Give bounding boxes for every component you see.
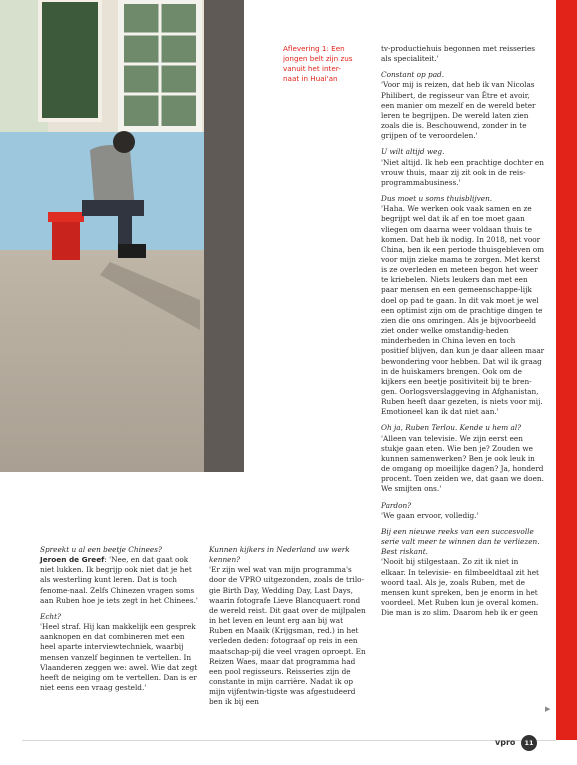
- footer-rule: [22, 740, 556, 741]
- answer: 'We gaan ervoor, volledig.': [381, 510, 479, 520]
- answer: 'Voor mij is reizen, dat heb ik van Nicolas Philibert, de regisseur van Être et avoir, een manier om mezelf en de wereld beter leren te begrijpen. De wereld laten zien zoals die is. Beschouwend, zonder in te grijpen of te veroordelen.': [381, 80, 536, 141]
- question: Spreekt u al een beetje Chinees?: [40, 545, 162, 554]
- answer: 'Haha. We werken ook vaak samen en ze begrijpt wel dat ik af en toe moet gaan vliegen om daarna weer voldaan thuis te komen. Dat heb ik nodig. In 2018, net voor China, ben ik een periode thuisgebleven om voor mijn zieke mama te zorgen. Met kerst is ze overleden en meteen begon het weer te kriebelen. Niets leukers dan met een paar mensen en een gemeenschappe-lijk doel op pad te gaan. In dit vak moet je wel een optimist zijn om de prachtige dingen te zien die ons omringen. Als je bijvoorbeeld ziet onder welke omstandig-heden minderheden in China leven en toch positief blijven, dan kun je daar alleen maar bewondering voor hebben. Dat wil ik graag in de huiskamers brengen. Ook om de kijkers een beetje positiviteit bij te bren-gen. Oorlogsverslaggeving in Afghanistan, Ruben heeft daar gezeten, is niets voor mij. Emotioneel kan ik dat niet aan.': [381, 204, 545, 417]
- question: Pardon?: [381, 500, 412, 510]
- photo-boy-on-phone: [0, 0, 244, 472]
- answer: 'Heel straf. Hij kan makkelijk een gesprek aanknopen en dat combineren met een heel aparte interviewtechniek, waarbij mensen vanzelf beginnen te vertellen. In Vlaanderen zeggen we: awel. Wie dat zegt heeft de neiging om te vertellen. Dan is er niet eens een vraag gesteld.': [40, 622, 198, 693]
- brand-logo: vpro: [495, 738, 516, 747]
- photo-illustration: [0, 0, 244, 472]
- photo-caption: Aflevering 1: Een jongen belt zijn zus vanuit het inter-naat in Huai'an: [283, 44, 353, 83]
- speaker-name: Jeroen de Greef: [40, 555, 105, 565]
- question: Dus moet u soms thuisblijven.: [381, 194, 493, 204]
- answer: tv-productiehuis begonnen met reisseries als specialiteit.': [381, 44, 536, 64]
- question: U wilt altijd weg.: [381, 147, 445, 157]
- answer: 'Alleen van televisie. We zijn eerst een stukje gaan eten. Wie ben je? Zouden we kunnen samenwerken? Ben je ook leuk in de omgang op moeilijke dagen? Ja, honderd procent. Toen zeiden we, dat gaan we doen. We smijten ons.': [381, 433, 544, 494]
- continue-arrow-icon: ▶: [545, 705, 551, 713]
- column-middle: [209, 545, 369, 714]
- answer: [40, 555, 202, 606]
- page-number: 11: [521, 735, 537, 751]
- question: Constant op pad.: [381, 70, 445, 80]
- question: Bij een nieuwe reeks van een succesvolle serie valt meer te winnen dan te verliezen. Best riskant.: [381, 526, 540, 557]
- question: Echt?: [40, 611, 61, 621]
- answer: 'Niet altijd. Ik heb een prachtige dochter en vrouw thuis, maar zij zit ook in de reis-programmabusiness.': [381, 157, 544, 187]
- answer-text: : 'Nee, en dat gaat ook niet lukken. Ik begrijp ook niet dat je het als westerling kunt leren. Dat is toch fenome-naal. Zelfs Chinezen vragen soms aan Ruben hoe je iets zegt in het Chinees.': [40, 555, 198, 605]
- answer: 'Er zijn wel wat van mijn programma's door de VPRO uitgezonden, zoals de trilo-gie Birth Day, Wedding Day, Last Days, waarin fotografe Lieve Blancquaert rond de wereld reist. Dit gaat over de mijlpalen in het leven en leunt erg aan bij wat Ruben en Maaik (Krijgsman, red.) in het verleden deden: fotograaf op reis in een maatschap-pij die veel vragen oproept. En Reizen Waes, maar dat programma had een pool regisseurs. Reisseries zijn de constante in mijn carrière. Nadat ik op mijn vijfentwin-tigste was afgestudeerd ben ik bij een: [209, 565, 366, 707]
- column-left: [40, 545, 202, 699]
- question: Kunnen kijkers in Nederland uw werk kennen?: [209, 545, 350, 565]
- accent-sidebar: [556, 0, 577, 740]
- column-right: [381, 44, 545, 624]
- question: Oh ja, Ruben Terlou. Kende u hem al?: [381, 423, 522, 433]
- answer: 'Nooit bij stilgestaan. Zo zit ik niet in elkaar. In televisie- en filmbeeldtaal zit het woord taal. Als je, zoals Ruben, met de mensen kunt spreken, ben je enorm in het voordeel. Met Ruben kun je overal komen. Die man is zo slim. Daarom heb ik er geen: [381, 557, 539, 618]
